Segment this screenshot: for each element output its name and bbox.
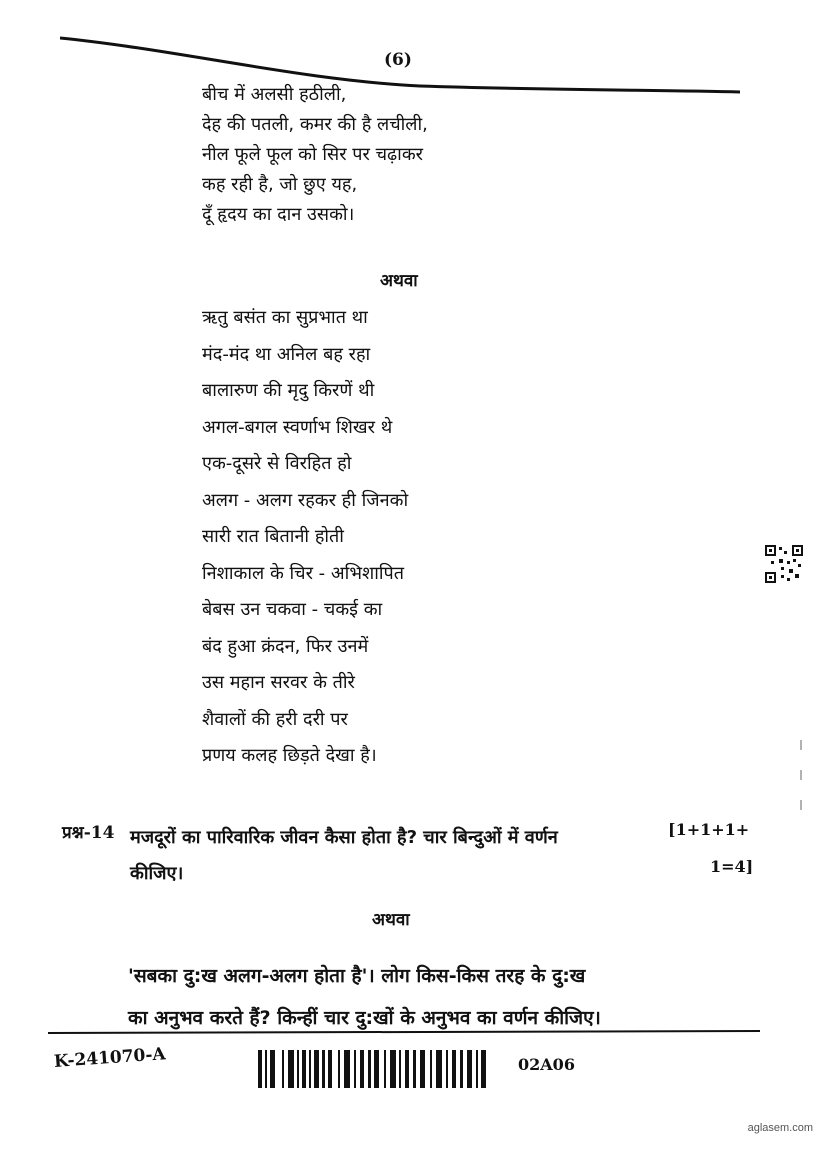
question-number: प्रश्न-14	[62, 823, 115, 843]
qr-code-icon	[765, 545, 803, 583]
barcode-icon	[258, 1050, 486, 1088]
poem-stanza-two	[202, 300, 408, 775]
question-line: का अनुभव करते हैं? किन्हीं चार दु:खों के अनुभव का वर्णन कीजिए।	[128, 1007, 601, 1029]
question-line: मजदूरों का पारिवारिक जीवन कैसा होता है? चार बिन्दुओं में वर्णन	[130, 827, 558, 848]
question-line: कीजिए।	[130, 863, 184, 884]
poem-line: अगल-बगल स्वर्णाभ शिखर थे	[202, 416, 393, 438]
poem-line: मंद-मंद था अनिल बह रहा	[202, 343, 371, 365]
question-marks: 1=4]	[710, 857, 754, 876]
poem-line: ऋतु बसंत का सुप्रभात था	[202, 307, 368, 328]
poem-line: अलग - अलग रहकर ही जिनको	[202, 489, 409, 511]
question-text	[130, 820, 650, 892]
poem-line: कह रही है, जो छुए यह,	[202, 174, 358, 195]
poem-line: बंद हुआ क्रंदन, फिर उनमें	[202, 635, 369, 657]
poem-line: बीच में अलसी हठीली,	[202, 84, 347, 105]
poem-line: बालारुण की मृदु किरणें थी	[202, 380, 375, 401]
poem-line: सारी रात बितानी होती	[202, 526, 344, 547]
margin-marks	[796, 740, 806, 860]
sheet-code: 02A06	[518, 1055, 575, 1074]
poem-line: बेबस उन चकवा - चकई का	[202, 599, 383, 620]
poem-line: प्रणय कलह छिड़ते देखा है।	[202, 745, 377, 766]
poem-stanza-one	[202, 80, 428, 230]
website-watermark: aglasem.com	[747, 1122, 813, 1134]
or-separator: अथवा	[372, 910, 410, 930]
alternative-question	[128, 955, 688, 1039]
poem-line: शैवालों की हरी दरी पर	[202, 708, 348, 730]
page-number: (6)	[384, 50, 412, 70]
poem-line: देह की पतली, कमर की है लचीली,	[202, 114, 428, 135]
paper-code: K-241070-A	[53, 1044, 167, 1072]
poem-line: नील फूले फूल को सिर पर चढ़ाकर	[202, 144, 424, 165]
or-separator: अथवा	[380, 271, 418, 291]
question-line: 'सबका दु:ख अलग-अलग होता है'। लोग किस-किस तरह के दु:ख	[128, 965, 586, 987]
poem-line: निशाकाल के चिर - अभिशापित	[202, 562, 405, 584]
poem-line: एक-दूसरे से विरहित हो	[202, 453, 352, 474]
question-marks: [1+1+1+	[668, 820, 750, 839]
footer-rule	[48, 1030, 760, 1034]
poem-line: दूँ हृदय का दान उसको।	[202, 204, 355, 225]
poem-line: उस महान सरवर के तीरे	[202, 672, 355, 693]
